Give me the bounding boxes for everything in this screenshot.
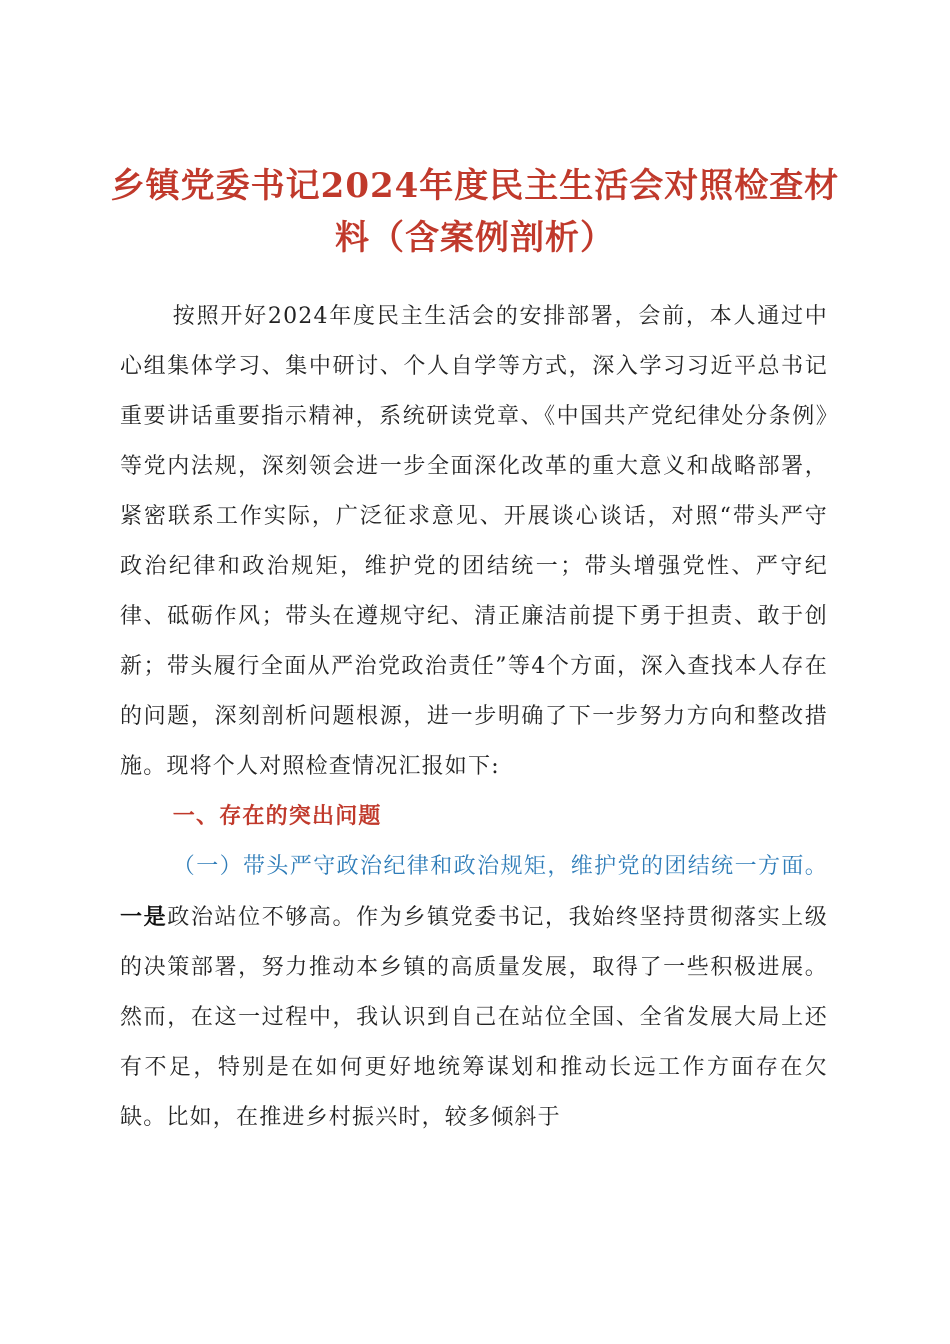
item-lead: 一是 bbox=[120, 904, 168, 930]
section-heading: 一、存在的突出问题 bbox=[172, 804, 382, 829]
subsection-heading: （一）带头严守政治纪律和政治规矩，维护党的团结统一方面。 bbox=[172, 854, 828, 879]
item-text: 政治站位不够高。作为乡镇党委书记，我始终坚持贯彻落实上级的决策部署，努力推动本乡镇的高质量发展，取得了一些积极进展。然而，在这一过程中，我认识到自己在站位全国、全省发展大局上还有不足，特别是在如何更好地统筹谋划和推动长远工作方面存在欠缺。比如，在推进乡村振兴时，较多倾斜于 bbox=[120, 905, 828, 1130]
document-body bbox=[120, 292, 828, 1143]
section-heading-paragraph bbox=[120, 792, 828, 842]
subsection-paragraph bbox=[120, 842, 828, 1143]
document-title: 乡镇党委书记2024年度民主生活会对照检查材料（含案例剖析） bbox=[110, 166, 840, 258]
intro-paragraph: 按照开好2024年度民主生活会的安排部署，会前，本人通过中心组集体学习、集中研讨、个人自学等方式，深入学习习近平总书记重要讲话重要指示精神，系统研读党章、《中国共产党纪律处分条例》等党内法规，深刻领会进一步全面深化改革的重大意义和战略部署，紧密联系工作实际，广泛征求意见、开展谈心谈话，对照“带头严守政治纪律和政治规矩，维护党的团结统一；带头增强党性、严守纪律、砥砺作风；带头在遵规守纪、清正廉洁前提下勇于担责、敢于创新；带头履行全面从严治党政治责任”等4个方面，深入查找本人存在的问题，深刻剖析问题根源，进一步明确了下一步努力方向和整改措施。现将个人对照检查情况汇报如下: bbox=[120, 304, 828, 779]
